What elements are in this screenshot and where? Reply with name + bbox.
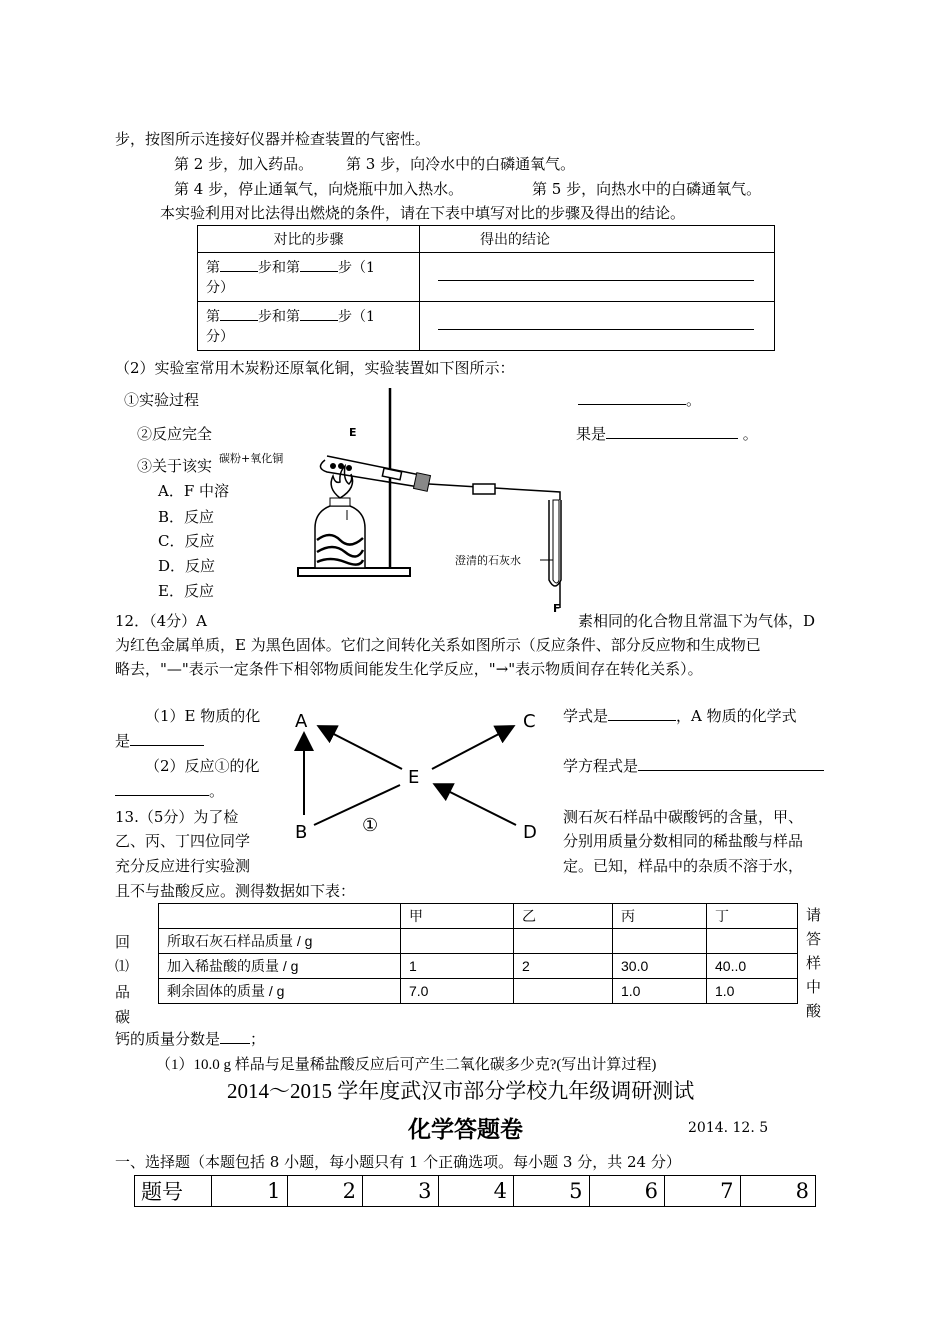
node-d: D [523, 822, 537, 843]
node-e: E [408, 767, 420, 788]
q13-l1a: 13.（5分）为了检 [115, 808, 239, 826]
table-row: 加入稀盐酸的质量 / g 1 2 30.0 40..0 [159, 954, 798, 979]
row1-steps: 第 步和第 步（1 分） [198, 253, 420, 302]
node-a: A [295, 711, 308, 732]
apparatus-diagram [215, 380, 575, 618]
label-reagent: 碳粉+氧化铜 [219, 452, 284, 465]
node-b: B [295, 822, 308, 843]
q11-p2-2-end: 果是 。 [576, 425, 758, 443]
label-limewater: 澄清的石灰水 [455, 554, 521, 567]
q11-p2-1: ①实验过程 [124, 391, 200, 409]
q13-l3a: 充分反应进行实验测 [115, 857, 251, 875]
row2-steps: 第 步和第 步（1 分） [198, 302, 420, 351]
q13-l3b: 定。已知，样品中的杂质不溶于水， [563, 857, 804, 875]
option-c: C．反应 [158, 532, 215, 550]
section-1-heading: 一、选择题（本题包括 8 小题，每小题只有 1 个正确选项。每小题 3 分，共 24 分） [115, 1153, 681, 1171]
table-row: 甲 乙 丙 丁 [159, 904, 798, 929]
label-e: E [349, 426, 357, 439]
q13-q1: （1）10.0 g 样品与足量稀盐酸反应后可产生二氧化碳多少克?(写出计算过程) [156, 1057, 657, 1073]
q11-part2: （2）实验室常用木炭粉还原氧化铜，实验装置如下图所示： [115, 359, 515, 377]
conversion-diagram [290, 705, 550, 850]
q13-l2a: 乙、丙、丁四位同学 [115, 832, 251, 850]
option-d: D．反应 [158, 557, 216, 575]
table-row: 题号 1 2 3 4 5 6 7 8 [135, 1176, 816, 1207]
q11-instruction: 本实验利用对比法得出燃烧的条件，请在下表中填写对比的步骤及得出的结论。 [160, 204, 686, 222]
q13-l1b: 测石灰石样品中碳酸钙的含量，甲、 [563, 808, 804, 826]
node-c: C [523, 711, 536, 732]
row2-conclusion[interactable] [420, 302, 775, 351]
answer-sheet-title: 2014～2015 学年度武汉市部分学校九年级调研测试 [227, 1079, 695, 1103]
q12-p1b: 学式是 ，A 物质的化学式 [563, 707, 797, 725]
answer-sheet-date: 2014. 12. 5 [688, 1120, 769, 1136]
q11-p2-1-end: 。 [578, 389, 701, 410]
q12-line3: 略去，"—"表示一定条件下相邻物质间能发生化学反应，"→"表示物质间存在转化关系）。 [115, 660, 703, 678]
q13-l2b: 分别用质量分数相同的稀盐酸与样品 [563, 832, 804, 850]
q11-step5: 第 5 步，向热水中的白磷通氧气。 [532, 180, 762, 198]
reaction-1: ① [362, 815, 379, 836]
q11-step4: 第 4 步，停止通氧气，向烧瓶中加入热水。 [174, 180, 464, 198]
answer-grid-header: 题号 [135, 1176, 212, 1207]
option-a: A．F 中溶 [158, 482, 230, 500]
q11-step1-tail: 步，按图所示连接好仪器并检查装置的气密性。 [115, 130, 431, 148]
q13-right-col: 请 答 样 中 酸 [806, 906, 822, 1020]
q12-line1a: 12．（4分）A [115, 612, 207, 630]
q12-p2a: （2）反应①的化 [145, 757, 260, 775]
row1-conclusion[interactable] [420, 253, 775, 302]
q12-p2b: 学方程式是 [563, 755, 824, 776]
answer-sheet-subtitle: 化学答题卷 [408, 1116, 523, 1143]
table-row: 所取石灰石样品质量 / g [159, 929, 798, 954]
option-e: E．反应 [158, 582, 214, 600]
q11-p2-2: ②反应完全 [137, 425, 213, 443]
col-steps-header: 对比的步骤 [198, 226, 420, 253]
col-conclusion-header: 得出的结论 [420, 226, 775, 253]
label-f: F [553, 602, 561, 615]
q12-p1d: 是 [115, 730, 204, 751]
answer-grid [134, 1175, 816, 1207]
q11-p2-3: ③关于该实 [137, 457, 213, 475]
option-b: B．反应 [158, 508, 215, 526]
q12-p2-end: 。 [115, 780, 224, 801]
table-row: 剩余固体的质量 / g 7.0 1.0 1.0 [159, 979, 798, 1004]
comparison-table [197, 225, 775, 351]
q11-step3: 第 3 步，向冷水中的白磷通氧气。 [346, 155, 576, 173]
data-table [158, 903, 798, 1004]
q12-line2: 为红色金属单质，E 为黑色固体。它们之间转化关系如图所示（反应条件、部分反应物和生成物已 [115, 636, 761, 654]
q11-step2: 第 2 步，加入药品。 [174, 155, 314, 173]
q13-tail: 钙的质量分数是 ； [115, 1030, 266, 1048]
q12-p1a: （1）E 物质的化 [145, 707, 261, 725]
q13-left-col: 回 ⑴ 品 碳 [115, 933, 131, 1026]
q12-line1b: 素相同的化合物且常温下为气体，D [578, 612, 816, 630]
q13-l4: 且不与盐酸反应。测得数据如下表： [115, 882, 356, 900]
